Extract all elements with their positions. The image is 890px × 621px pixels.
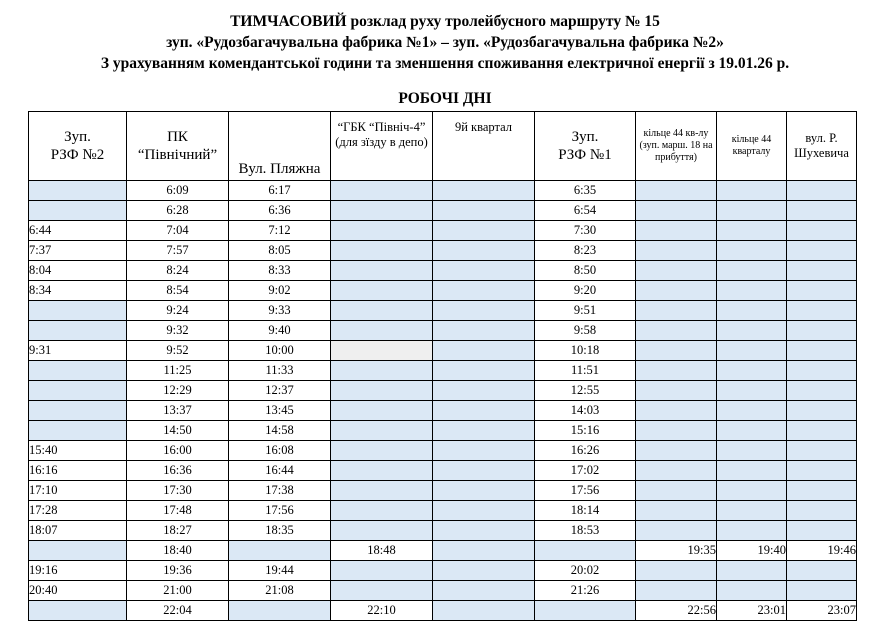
time-cell: [717, 281, 787, 301]
time-cell: 23:07: [787, 601, 857, 621]
time-cell: [636, 221, 717, 241]
time-cell: 9:52: [127, 341, 229, 361]
time-cell: [717, 241, 787, 261]
time-cell: [787, 241, 857, 261]
time-cell: [787, 521, 857, 541]
table-row: [29, 561, 857, 581]
table-row: [29, 581, 857, 601]
col-header-shukhevycha: [787, 112, 857, 181]
time-cell: [636, 181, 717, 201]
time-cell: [331, 321, 433, 341]
time-cell: [331, 241, 433, 261]
table-row: [29, 441, 857, 461]
time-cell: [636, 421, 717, 441]
time-cell: [433, 401, 535, 421]
time-cell: [29, 301, 127, 321]
time-cell: [229, 541, 331, 561]
time-cell: [331, 181, 433, 201]
time-cell: 10:18: [535, 341, 636, 361]
time-cell: 6:54: [535, 201, 636, 221]
time-cell: 20:40: [29, 581, 127, 601]
time-cell: [331, 221, 433, 241]
time-cell: 16:08: [229, 441, 331, 461]
time-cell: 17:10: [29, 481, 127, 501]
time-cell: 19:44: [229, 561, 331, 581]
table-row: [29, 281, 857, 301]
time-cell: [29, 361, 127, 381]
time-cell: [331, 441, 433, 461]
time-cell: 9:31: [29, 341, 127, 361]
time-cell: 17:02: [535, 461, 636, 481]
time-cell: 8:04: [29, 261, 127, 281]
time-cell: [331, 581, 433, 601]
time-cell: [433, 281, 535, 301]
time-cell: [29, 541, 127, 561]
time-cell: 6:17: [229, 181, 331, 201]
time-cell: 14:03: [535, 401, 636, 421]
col-header-gbk-pivnich4: [331, 112, 433, 181]
time-cell: [433, 241, 535, 261]
table-row: [29, 381, 857, 401]
col-header-9-kvartal: [433, 112, 535, 181]
time-cell: 14:58: [229, 421, 331, 441]
time-cell: [717, 181, 787, 201]
time-cell: [636, 201, 717, 221]
time-cell: [636, 441, 717, 461]
time-cell: [717, 361, 787, 381]
time-cell: [331, 381, 433, 401]
time-cell: [787, 421, 857, 441]
time-cell: [787, 221, 857, 241]
time-cell: [433, 181, 535, 201]
time-cell: 7:30: [535, 221, 636, 241]
time-cell: [29, 421, 127, 441]
time-cell: [331, 481, 433, 501]
table-row: [29, 321, 857, 341]
col-header-label: кільце 44 кв-лу (зуп. марш. 18 на прибуття): [639, 128, 713, 163]
time-cell: 22:56: [636, 601, 717, 621]
time-cell: 21:26: [535, 581, 636, 601]
timetable: [28, 111, 857, 621]
col-header-rzf2: [29, 112, 127, 181]
time-cell: 11:25: [127, 361, 229, 381]
table-row: [29, 221, 857, 241]
time-cell: [717, 521, 787, 541]
col-header-plyazhna: [229, 112, 331, 181]
time-cell: 12:29: [127, 381, 229, 401]
time-cell: [331, 421, 433, 441]
table-row: [29, 501, 857, 521]
time-cell: 6:35: [535, 181, 636, 201]
time-cell: [636, 261, 717, 281]
time-cell: [636, 521, 717, 541]
time-cell: [787, 341, 857, 361]
time-cell: [433, 361, 535, 381]
time-cell: 19:36: [127, 561, 229, 581]
time-cell: [29, 181, 127, 201]
time-cell: [787, 201, 857, 221]
col-header-label: Вул. Пляжна: [238, 161, 321, 177]
time-cell: [433, 561, 535, 581]
time-cell: 17:56: [535, 481, 636, 501]
time-cell: 8:34: [29, 281, 127, 301]
time-cell: [433, 341, 535, 361]
time-cell: [29, 601, 127, 621]
col-header-label: 9й квартал: [454, 120, 513, 134]
time-cell: 8:50: [535, 261, 636, 281]
time-cell: [433, 321, 535, 341]
time-cell: 18:40: [127, 541, 229, 561]
time-cell: [717, 421, 787, 441]
table-row: [29, 261, 857, 281]
col-header-pk-pivnichnyi: [127, 112, 229, 181]
col-header-rzf1: [535, 112, 636, 181]
time-cell: [787, 481, 857, 501]
time-cell: [331, 461, 433, 481]
col-header-kiltse-44-route18: [636, 112, 717, 181]
time-cell: [717, 261, 787, 281]
time-cell: [787, 261, 857, 281]
title-line-3: З урахуванням комендантської години та зменшення споживання електричної енергії з 19.01.26 р.: [100, 55, 790, 72]
time-cell: 12:55: [535, 381, 636, 401]
time-cell: [433, 581, 535, 601]
time-cell: 7:37: [29, 241, 127, 261]
time-cell: [636, 281, 717, 301]
time-cell: [433, 601, 535, 621]
table-row: [29, 301, 857, 321]
time-cell: [636, 301, 717, 321]
time-cell: [636, 381, 717, 401]
time-cell: 8:05: [229, 241, 331, 261]
time-cell: [717, 461, 787, 481]
time-cell: 13:37: [127, 401, 229, 421]
time-cell: 17:48: [127, 501, 229, 521]
time-cell: [636, 581, 717, 601]
time-cell: 17:38: [229, 481, 331, 501]
time-cell: 16:44: [229, 461, 331, 481]
time-cell: [433, 201, 535, 221]
col-header-label: кільце 44 кварталу: [731, 134, 772, 157]
time-cell: 6:09: [127, 181, 229, 201]
col-header-label: Зуп. РЗФ №1: [558, 129, 612, 163]
time-cell: [433, 421, 535, 441]
time-cell: [636, 461, 717, 481]
time-cell: [29, 321, 127, 341]
time-cell: 17:56: [229, 501, 331, 521]
time-cell: 15:16: [535, 421, 636, 441]
time-cell: 21:08: [229, 581, 331, 601]
time-cell: 18:53: [535, 521, 636, 541]
time-cell: 8:33: [229, 261, 331, 281]
col-header-label: ПК “Північний”: [137, 129, 218, 163]
time-cell: [787, 581, 857, 601]
time-cell: [717, 381, 787, 401]
time-cell: 22:10: [331, 601, 433, 621]
time-cell: [29, 381, 127, 401]
time-cell: 19:16: [29, 561, 127, 581]
table-row: [29, 241, 857, 261]
time-cell: 18:35: [229, 521, 331, 541]
time-cell: [433, 261, 535, 281]
time-cell: 9:51: [535, 301, 636, 321]
table-row: [29, 601, 857, 621]
time-cell: [433, 481, 535, 501]
time-cell: 6:36: [229, 201, 331, 221]
table-row: [29, 541, 857, 561]
time-cell: 9:02: [229, 281, 331, 301]
time-cell: 16:36: [127, 461, 229, 481]
time-cell: 9:20: [535, 281, 636, 301]
time-cell: 17:30: [127, 481, 229, 501]
time-cell: 18:14: [535, 501, 636, 521]
table-row: [29, 181, 857, 201]
time-cell: [717, 341, 787, 361]
time-cell: [787, 301, 857, 321]
time-cell: [787, 441, 857, 461]
time-cell: 20:02: [535, 561, 636, 581]
time-cell: [787, 401, 857, 421]
time-cell: 18:27: [127, 521, 229, 541]
time-cell: [717, 481, 787, 501]
time-cell: 6:28: [127, 201, 229, 221]
timetable-body: [29, 181, 857, 621]
time-cell: [636, 241, 717, 261]
table-row: [29, 481, 857, 501]
time-cell: [331, 341, 433, 361]
time-cell: [717, 301, 787, 321]
time-cell: 9:24: [127, 301, 229, 321]
time-cell: [717, 581, 787, 601]
col-header-label: Зуп. РЗФ №2: [50, 129, 105, 163]
time-cell: [331, 201, 433, 221]
time-cell: 16:00: [127, 441, 229, 461]
col-header-label: вул. Р. Шухевича: [794, 131, 849, 160]
time-cell: [787, 321, 857, 341]
time-cell: 14:50: [127, 421, 229, 441]
table-row: [29, 461, 857, 481]
time-cell: 8:23: [535, 241, 636, 261]
time-cell: [433, 501, 535, 521]
time-cell: [717, 501, 787, 521]
time-cell: [331, 521, 433, 541]
time-cell: 22:04: [127, 601, 229, 621]
time-cell: [636, 561, 717, 581]
header-row: [29, 112, 857, 181]
time-cell: [331, 261, 433, 281]
time-cell: [717, 401, 787, 421]
time-cell: [636, 401, 717, 421]
time-cell: 9:58: [535, 321, 636, 341]
time-cell: 7:04: [127, 221, 229, 241]
time-cell: [535, 601, 636, 621]
time-cell: 8:24: [127, 261, 229, 281]
time-cell: [29, 401, 127, 421]
section-title: РОБОЧІ ДНІ: [398, 90, 492, 107]
time-cell: [433, 461, 535, 481]
col-header-label: “ГБК “Північ-4” (для зїзду в депо): [335, 120, 428, 149]
time-cell: [29, 201, 127, 221]
time-cell: [717, 561, 787, 581]
time-cell: [331, 561, 433, 581]
time-cell: 6:44: [29, 221, 127, 241]
time-cell: [787, 281, 857, 301]
time-cell: [636, 341, 717, 361]
title-line-1: ТИМЧАСОВИЙ розклад руху тролейбусного маршруту № 15: [230, 13, 660, 30]
time-cell: [717, 441, 787, 461]
time-cell: [636, 481, 717, 501]
time-cell: [787, 381, 857, 401]
time-cell: 12:37: [229, 381, 331, 401]
time-cell: [787, 461, 857, 481]
time-cell: [229, 601, 331, 621]
time-cell: 19:46: [787, 541, 857, 561]
time-cell: [787, 361, 857, 381]
time-cell: 16:16: [29, 461, 127, 481]
table-row: [29, 421, 857, 441]
time-cell: 9:32: [127, 321, 229, 341]
col-header-kiltse-44: [717, 112, 787, 181]
time-cell: [636, 501, 717, 521]
time-cell: [636, 361, 717, 381]
time-cell: 21:00: [127, 581, 229, 601]
time-cell: [636, 321, 717, 341]
time-cell: 16:26: [535, 441, 636, 461]
time-cell: [331, 401, 433, 421]
time-cell: [717, 221, 787, 241]
time-cell: 17:28: [29, 501, 127, 521]
time-cell: 9:33: [229, 301, 331, 321]
time-cell: 23:01: [717, 601, 787, 621]
time-cell: 7:57: [127, 241, 229, 261]
time-cell: [535, 541, 636, 561]
time-cell: [433, 541, 535, 561]
time-cell: 10:00: [229, 341, 331, 361]
time-cell: [717, 201, 787, 221]
time-cell: [331, 281, 433, 301]
time-cell: 19:40: [717, 541, 787, 561]
table-row: [29, 521, 857, 541]
time-cell: 9:40: [229, 321, 331, 341]
table-row: [29, 201, 857, 221]
time-cell: [787, 181, 857, 201]
table-row: [29, 401, 857, 421]
time-cell: 18:07: [29, 521, 127, 541]
time-cell: [433, 521, 535, 541]
time-cell: [433, 301, 535, 321]
time-cell: 7:12: [229, 221, 331, 241]
time-cell: [331, 301, 433, 321]
time-cell: 13:45: [229, 401, 331, 421]
time-cell: 18:48: [331, 541, 433, 561]
time-cell: 15:40: [29, 441, 127, 461]
time-cell: [787, 501, 857, 521]
time-cell: [331, 361, 433, 381]
time-cell: [331, 501, 433, 521]
time-cell: [717, 321, 787, 341]
time-cell: 19:35: [636, 541, 717, 561]
title-line-2: зуп. «Рудозбагачувальна фабрика №1» – зуп. «Рудозбагачувальна фабрика №2»: [166, 34, 724, 51]
time-cell: 8:54: [127, 281, 229, 301]
table-row: [29, 341, 857, 361]
table-row: [29, 361, 857, 381]
time-cell: [433, 441, 535, 461]
time-cell: 11:51: [535, 361, 636, 381]
time-cell: 11:33: [229, 361, 331, 381]
time-cell: [787, 561, 857, 581]
time-cell: [433, 381, 535, 401]
time-cell: [433, 221, 535, 241]
